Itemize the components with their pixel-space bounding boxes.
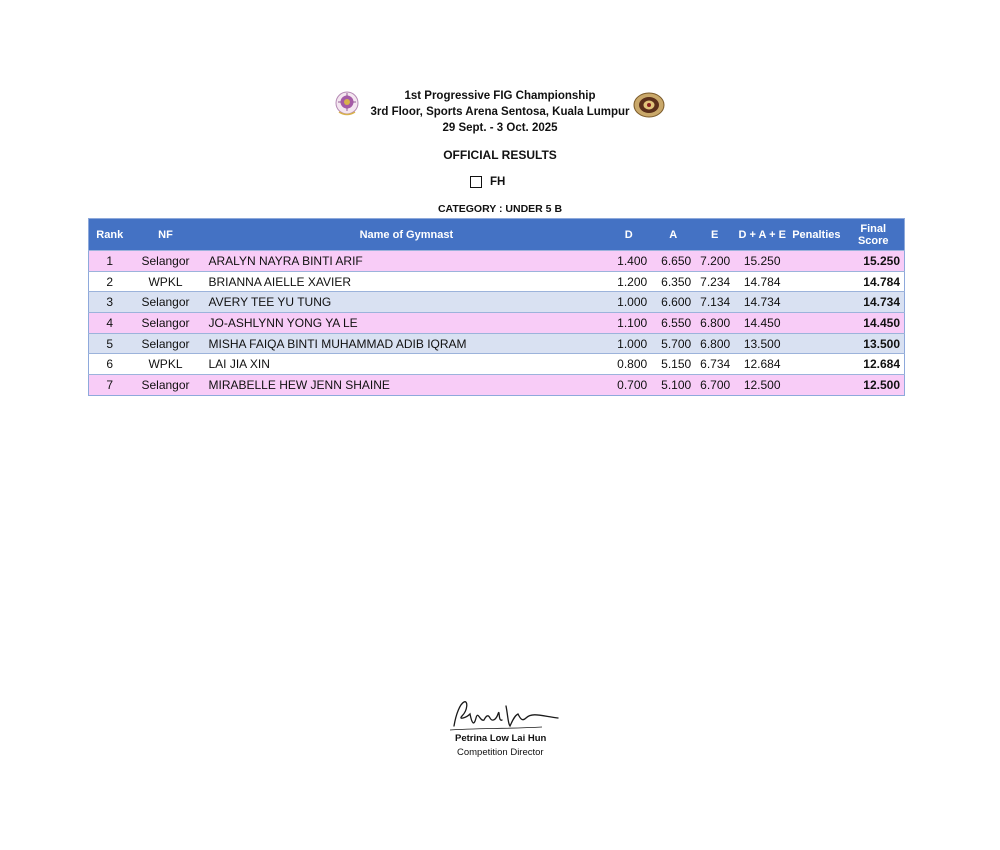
cell-nf: Selangor [131, 292, 201, 313]
cell-final-score: 14.450 [843, 313, 905, 334]
cell-final-score: 15.250 [843, 251, 905, 272]
header-name: Name of Gymnast [359, 228, 454, 241]
cell-d: 1.200 [606, 271, 651, 292]
cell-a: 6.600 [651, 292, 695, 313]
event-venue: 3rd Floor, Sports Arena Sentosa, Kuala Lumpur [370, 106, 630, 118]
cell-nf: Selangor [131, 251, 201, 272]
table-row [89, 251, 905, 272]
event-title: 1st Progressive FIG Championship [404, 90, 596, 102]
cell-penalties [790, 354, 842, 375]
cell-dae: 15.250 [734, 251, 790, 272]
category-heading: CATEGORY : UNDER 5 B [437, 203, 563, 215]
cell-rank: 6 [89, 354, 131, 375]
cell-nf: WPKL [131, 354, 201, 375]
header-rank: Rank [96, 228, 124, 241]
cell-a: 6.350 [651, 271, 695, 292]
cell-d: 1.400 [606, 251, 651, 272]
signature-icon [446, 696, 566, 736]
table-row [89, 313, 905, 334]
header-nf: NF [158, 228, 173, 241]
cell-penalties [790, 375, 842, 396]
cell-a: 5.150 [651, 354, 695, 375]
header-penalties: Penalties [792, 228, 841, 241]
cell-penalties [790, 251, 842, 272]
table-row [89, 375, 905, 396]
cell-dae: 13.500 [734, 333, 790, 354]
results-table [88, 218, 905, 396]
official-results-heading: OFFICIAL RESULTS [443, 148, 557, 162]
cell-nf: Selangor [131, 333, 201, 354]
cell-e: 6.700 [695, 375, 734, 396]
cell-rank: 7 [89, 375, 131, 396]
cell-e: 7.134 [695, 292, 734, 313]
club-logo-icon [632, 91, 666, 119]
signatory-name: Petrina Low Lai Hun [455, 733, 547, 744]
apparatus-checkbox[interactable] [470, 176, 482, 188]
cell-final-score: 13.500 [843, 333, 905, 354]
cell-name: LAI JIA XIN [201, 354, 607, 375]
cell-a: 5.100 [651, 375, 695, 396]
cell-nf: Selangor [131, 313, 201, 334]
table-header-row [89, 219, 905, 251]
cell-final-score: 12.684 [843, 354, 905, 375]
cell-penalties [790, 313, 842, 334]
cell-e: 7.234 [695, 271, 734, 292]
cell-dae: 14.784 [734, 271, 790, 292]
event-dates: 29 Sept. - 3 Oct. 2025 [442, 122, 558, 134]
header-a: A [669, 228, 678, 241]
cell-final-score: 14.784 [843, 271, 905, 292]
table-row [89, 292, 905, 313]
header-d: D [624, 228, 633, 241]
cell-penalties [790, 333, 842, 354]
header-dae: D + A + E [738, 228, 786, 241]
cell-e: 6.734 [695, 354, 734, 375]
cell-d: 0.700 [606, 375, 651, 396]
table-row [89, 271, 905, 292]
table-row [89, 354, 905, 375]
cell-name: AVERY TEE YU TUNG [201, 292, 607, 313]
cell-rank: 2 [89, 271, 131, 292]
cell-name: MIRABELLE HEW JENN SHAINE [201, 375, 607, 396]
cell-dae: 12.500 [734, 375, 790, 396]
cell-rank: 4 [89, 313, 131, 334]
cell-name: BRIANNA AIELLE XAVIER [201, 271, 607, 292]
cell-e: 6.800 [695, 313, 734, 334]
table-row [89, 333, 905, 354]
cell-e: 7.200 [695, 251, 734, 272]
apparatus-selector [470, 176, 505, 188]
cell-a: 6.650 [651, 251, 695, 272]
cell-d: 1.100 [606, 313, 651, 334]
cell-d: 1.000 [606, 292, 651, 313]
cell-rank: 5 [89, 333, 131, 354]
cell-dae: 12.684 [734, 354, 790, 375]
cell-a: 5.700 [651, 333, 695, 354]
cell-name: JO-ASHLYNN YONG YA LE [201, 313, 607, 334]
signatory-role: Competition Director [457, 747, 544, 758]
cell-d: 0.800 [606, 354, 651, 375]
header-e: E [711, 228, 719, 241]
cell-penalties [790, 292, 842, 313]
event-header [0, 88, 1000, 136]
cell-rank: 3 [89, 292, 131, 313]
apparatus-label: FH [490, 176, 506, 188]
cell-dae: 14.734 [734, 292, 790, 313]
cell-final-score: 12.500 [843, 375, 905, 396]
cell-final-score: 14.734 [843, 292, 905, 313]
cell-penalties [790, 271, 842, 292]
cell-dae: 14.450 [734, 313, 790, 334]
cell-d: 1.000 [606, 333, 651, 354]
cell-name: ARALYN NAYRA BINTI ARIF [201, 251, 607, 272]
cell-a: 6.550 [651, 313, 695, 334]
cell-nf: WPKL [131, 271, 201, 292]
cell-rank: 1 [89, 251, 131, 272]
cell-name: MISHA FAIQA BINTI MUHAMMAD ADIB IQRAM [201, 333, 607, 354]
header-final-score: Final Score [857, 222, 889, 247]
cell-e: 6.800 [695, 333, 734, 354]
cell-nf: Selangor [131, 375, 201, 396]
